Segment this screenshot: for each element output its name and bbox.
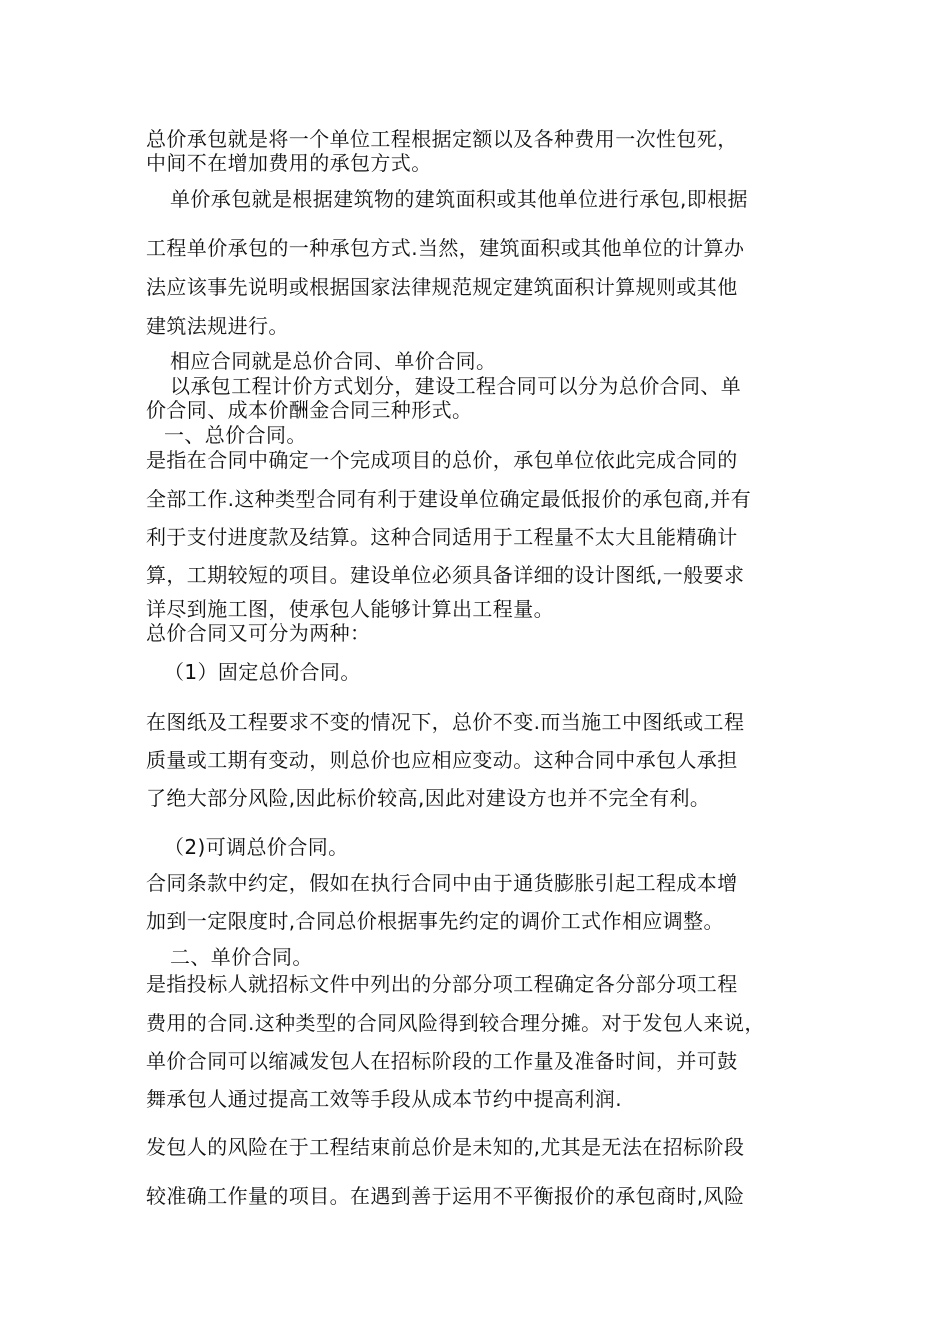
section-heading: 一、总价合同。 bbox=[164, 423, 307, 447]
text-line: 中间不在增加费用的承包方式。 bbox=[146, 151, 432, 175]
text-line: 总价合同又可分为两种： bbox=[146, 621, 371, 645]
text-line: 法应该事先说明或根据国家法律规范规定建筑面积计算规则或其他 bbox=[146, 275, 738, 299]
text-line: 单价承包就是根据建筑物的建筑面积或其他单位进行承包,即根据 bbox=[170, 187, 748, 211]
text-line: 发包人的风险在于工程结束前总价是未知的,尤其是无法在招标阶段 bbox=[146, 1135, 745, 1159]
text-line: 工程单价承包的一种承包方式.当然，建筑面积或其他单位的计算办 bbox=[146, 236, 745, 260]
text-line: 较准确工作量的项目。在遇到善于运用不平衡报价的承包商时,风险 bbox=[146, 1184, 745, 1208]
text-line: 算，工期较短的项目。建设单位必须具备详细的设计图纸,一般要求 bbox=[146, 563, 745, 587]
section-heading: 二、单价合同。 bbox=[170, 945, 313, 969]
text-line: 舞承包人通过提高工效等手段从成本节约中提高利润. bbox=[146, 1087, 622, 1111]
text-line: 是指投标人就招标文件中列出的分部分项工程确定各分部分项工程 bbox=[146, 972, 738, 996]
text-line: 总价承包就是将一个单位工程根据定额以及各种费用一次性包死， bbox=[146, 127, 738, 151]
text-line: 在图纸及工程要求不变的情况下，总价不变.而当施工中图纸或工程 bbox=[146, 710, 745, 734]
text-line: 详尽到施工图，使承包人能够计算出工程量。 bbox=[146, 597, 554, 621]
text-line: 全部工作.这种类型合同有利于建设单位确定最低报价的承包商,并有 bbox=[146, 487, 752, 511]
text-line: 加到一定限度时,合同总价根据事先约定的调价工式作相应调整。 bbox=[146, 909, 724, 933]
text-line: 相应合同就是总价合同、单价合同。 bbox=[170, 349, 497, 373]
text-line: 价合同、成本价酬金合同三种形式。 bbox=[146, 398, 473, 422]
text-line: 了绝大部分风险,因此标价较高,因此对建设方也并不完全有利。 bbox=[146, 786, 711, 810]
text-line: 利于支付进度款及结算。这种合同适用于工程量不太大且能精确计 bbox=[146, 525, 738, 549]
text-line: 是指在合同中确定一个完成项目的总价，承包单位依此完成合同的 bbox=[146, 448, 738, 472]
subsection-heading: （2)可调总价合同。 bbox=[164, 835, 349, 859]
text-line: 单价合同可以缩减发包人在招标阶段的工作量及准备时间，并可鼓 bbox=[146, 1049, 738, 1073]
text-line: 建筑法规进行。 bbox=[146, 314, 289, 338]
text-line: 质量或工期有变动，则总价也应相应变动。这种合同中承包人承担 bbox=[146, 748, 738, 772]
subsection-heading: （1）固定总价合同。 bbox=[164, 660, 361, 684]
text-line: 费用的合同.这种类型的合同风险得到较合理分摊。对于发包人来说， bbox=[146, 1011, 765, 1035]
text-line: 以承包工程计价方式划分，建设工程合同可以分为总价合同、单 bbox=[170, 374, 742, 398]
text-line: 合同条款中约定，假如在执行合同中由于通货膨胀引起工程成本增 bbox=[146, 871, 738, 895]
